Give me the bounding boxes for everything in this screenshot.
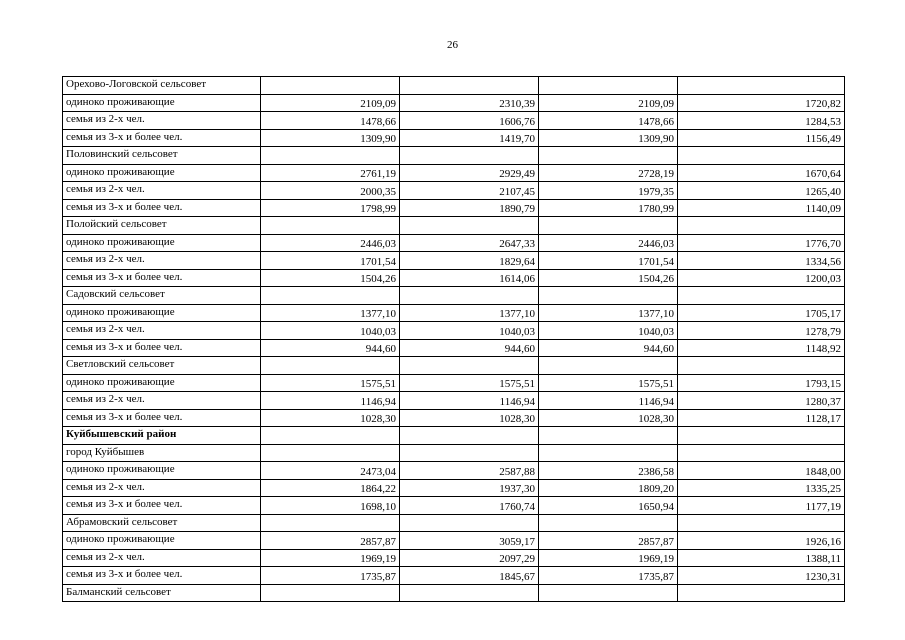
table-row <box>63 514 845 532</box>
row-label: одиноко проживающие <box>63 462 261 480</box>
row-label: семья из 3-х и более чел. <box>63 199 261 217</box>
row-label: одиноко проживающие <box>63 234 261 252</box>
value-cell: 2000,35 <box>261 182 400 200</box>
table-row <box>63 374 845 392</box>
row-label: Полойский сельсовет <box>63 217 261 235</box>
table-row <box>63 584 845 602</box>
row-label: семья из 3-х и более чел. <box>63 339 261 357</box>
value-cell: 1040,03 <box>400 322 539 340</box>
row-label: семья из 2-х чел. <box>63 479 261 497</box>
value-cell: 1040,03 <box>539 322 678 340</box>
row-label: семья из 2-х чел. <box>63 112 261 130</box>
table-row <box>63 217 845 235</box>
value-cell <box>539 147 678 165</box>
value-cell <box>261 427 400 445</box>
value-cell: 1735,87 <box>539 567 678 585</box>
value-cell <box>678 444 845 462</box>
table-row <box>63 252 845 270</box>
value-cell: 2109,09 <box>539 94 678 112</box>
row-label: одиноко проживающие <box>63 304 261 322</box>
value-cell: 1146,94 <box>261 392 400 410</box>
table-row <box>63 444 845 462</box>
value-cell: 1926,16 <box>678 532 845 550</box>
table-row <box>63 304 845 322</box>
row-label: семья из 3-х и более чел. <box>63 497 261 515</box>
table-row <box>63 497 845 515</box>
value-cell: 2728,19 <box>539 164 678 182</box>
tariff-table <box>62 76 845 602</box>
row-label: Абрамовский сельсовет <box>63 514 261 532</box>
value-cell <box>261 444 400 462</box>
value-cell <box>539 77 678 95</box>
value-cell: 1278,79 <box>678 322 845 340</box>
table-row <box>63 532 845 550</box>
value-cell: 1040,03 <box>261 322 400 340</box>
row-label: семья из 3-х и более чел. <box>63 567 261 585</box>
value-cell <box>400 77 539 95</box>
table-row <box>63 199 845 217</box>
value-cell: 2446,03 <box>261 234 400 252</box>
value-cell: 1200,03 <box>678 269 845 287</box>
value-cell <box>678 287 845 305</box>
value-cell <box>261 287 400 305</box>
table-row <box>63 322 845 340</box>
value-cell <box>539 427 678 445</box>
value-cell: 944,60 <box>261 339 400 357</box>
value-cell: 1028,30 <box>261 409 400 427</box>
row-label: семья из 3-х и более чел. <box>63 129 261 147</box>
value-cell: 2109,09 <box>261 94 400 112</box>
value-cell: 2857,87 <box>261 532 400 550</box>
value-cell: 1698,10 <box>261 497 400 515</box>
value-cell <box>261 147 400 165</box>
value-cell: 1334,56 <box>678 252 845 270</box>
value-cell: 1335,25 <box>678 479 845 497</box>
value-cell: 2761,19 <box>261 164 400 182</box>
value-cell: 1848,00 <box>678 462 845 480</box>
value-cell: 1606,76 <box>400 112 539 130</box>
value-cell: 1309,90 <box>261 129 400 147</box>
value-cell: 1140,09 <box>678 199 845 217</box>
value-cell: 1377,10 <box>400 304 539 322</box>
value-cell: 1504,26 <box>539 269 678 287</box>
table-row <box>63 94 845 112</box>
value-cell: 2857,87 <box>539 532 678 550</box>
value-cell <box>400 514 539 532</box>
value-cell: 2446,03 <box>539 234 678 252</box>
value-cell: 1128,17 <box>678 409 845 427</box>
row-label: семья из 3-х и более чел. <box>63 269 261 287</box>
value-cell: 1845,67 <box>400 567 539 585</box>
value-cell: 1701,54 <box>261 252 400 270</box>
value-cell: 1760,74 <box>400 497 539 515</box>
value-cell: 1478,66 <box>539 112 678 130</box>
value-cell <box>400 444 539 462</box>
value-cell <box>539 514 678 532</box>
table-row <box>63 462 845 480</box>
value-cell: 1969,19 <box>261 549 400 567</box>
table-row <box>63 409 845 427</box>
value-cell: 1388,11 <box>678 549 845 567</box>
value-cell: 944,60 <box>400 339 539 357</box>
value-cell <box>261 514 400 532</box>
value-cell <box>539 217 678 235</box>
value-cell <box>400 287 539 305</box>
value-cell <box>539 357 678 375</box>
table-row <box>63 287 845 305</box>
value-cell: 1377,10 <box>539 304 678 322</box>
value-cell: 2107,45 <box>400 182 539 200</box>
value-cell: 2310,39 <box>400 94 539 112</box>
value-cell: 1478,66 <box>261 112 400 130</box>
table-row <box>63 269 845 287</box>
row-label: Куйбышевский район <box>63 427 261 445</box>
table-row <box>63 164 845 182</box>
value-cell: 1230,31 <box>678 567 845 585</box>
table-row <box>63 567 845 585</box>
value-cell: 1280,37 <box>678 392 845 410</box>
value-cell: 1650,94 <box>539 497 678 515</box>
value-cell: 1575,51 <box>400 374 539 392</box>
value-cell: 1614,06 <box>400 269 539 287</box>
value-cell <box>678 217 845 235</box>
table-row <box>63 339 845 357</box>
row-label: семья из 2-х чел. <box>63 252 261 270</box>
value-cell: 1148,92 <box>678 339 845 357</box>
value-cell: 1377,10 <box>261 304 400 322</box>
value-cell: 1937,30 <box>400 479 539 497</box>
value-cell: 1735,87 <box>261 567 400 585</box>
value-cell <box>678 427 845 445</box>
row-label: Светловский сельсовет <box>63 357 261 375</box>
value-cell <box>400 147 539 165</box>
value-cell <box>400 357 539 375</box>
row-label: семья из 2-х чел. <box>63 322 261 340</box>
value-cell <box>539 584 678 602</box>
value-cell: 1829,64 <box>400 252 539 270</box>
value-cell: 1309,90 <box>539 129 678 147</box>
value-cell <box>261 357 400 375</box>
table-row <box>63 549 845 567</box>
row-label: одиноко проживающие <box>63 532 261 550</box>
table-row <box>63 392 845 410</box>
value-cell: 944,60 <box>539 339 678 357</box>
row-label: одиноко проживающие <box>63 164 261 182</box>
value-cell: 1705,17 <box>678 304 845 322</box>
table-row <box>63 357 845 375</box>
value-cell: 1575,51 <box>261 374 400 392</box>
value-cell <box>539 287 678 305</box>
value-cell: 1670,64 <box>678 164 845 182</box>
table-row <box>63 234 845 252</box>
value-cell: 1028,30 <box>400 409 539 427</box>
table-row <box>63 479 845 497</box>
value-cell: 1146,94 <box>539 392 678 410</box>
value-cell <box>400 427 539 445</box>
value-cell: 1798,99 <box>261 199 400 217</box>
value-cell: 1793,15 <box>678 374 845 392</box>
value-cell: 2647,33 <box>400 234 539 252</box>
value-cell: 1701,54 <box>539 252 678 270</box>
value-cell: 1177,19 <box>678 497 845 515</box>
value-cell: 2587,88 <box>400 462 539 480</box>
value-cell <box>400 217 539 235</box>
row-label: семья из 2-х чел. <box>63 182 261 200</box>
row-label: одиноко проживающие <box>63 374 261 392</box>
row-label: семья из 2-х чел. <box>63 392 261 410</box>
value-cell: 1156,49 <box>678 129 845 147</box>
value-cell <box>261 77 400 95</box>
value-cell: 1028,30 <box>539 409 678 427</box>
table-row <box>63 427 845 445</box>
value-cell: 1419,70 <box>400 129 539 147</box>
table-row <box>63 182 845 200</box>
table-row <box>63 129 845 147</box>
value-cell: 1504,26 <box>261 269 400 287</box>
row-label: Половинский сельсовет <box>63 147 261 165</box>
value-cell: 1575,51 <box>539 374 678 392</box>
value-cell <box>678 147 845 165</box>
value-cell: 1979,35 <box>539 182 678 200</box>
value-cell: 2097,29 <box>400 549 539 567</box>
row-label: Садовский сельсовет <box>63 287 261 305</box>
row-label: Балманский сельсовет <box>63 584 261 602</box>
value-cell <box>261 584 400 602</box>
value-cell: 2929,49 <box>400 164 539 182</box>
value-cell <box>678 514 845 532</box>
table-body <box>63 77 845 602</box>
value-cell <box>261 217 400 235</box>
value-cell: 2473,04 <box>261 462 400 480</box>
value-cell: 1146,94 <box>400 392 539 410</box>
value-cell: 1809,20 <box>539 479 678 497</box>
row-label: семья из 2-х чел. <box>63 549 261 567</box>
value-cell <box>400 584 539 602</box>
value-cell: 1265,40 <box>678 182 845 200</box>
value-cell: 1864,22 <box>261 479 400 497</box>
value-cell: 1890,79 <box>400 199 539 217</box>
value-cell: 1284,53 <box>678 112 845 130</box>
value-cell <box>678 77 845 95</box>
row-label: город Куйбышев <box>63 444 261 462</box>
value-cell: 2386,58 <box>539 462 678 480</box>
value-cell: 1780,99 <box>539 199 678 217</box>
value-cell: 3059,17 <box>400 532 539 550</box>
row-label: Орехово-Логовской сельсовет <box>63 77 261 95</box>
table-row <box>63 147 845 165</box>
value-cell: 1776,70 <box>678 234 845 252</box>
table-row <box>63 112 845 130</box>
row-label: одиноко проживающие <box>63 94 261 112</box>
value-cell <box>539 444 678 462</box>
page-number: 26 <box>447 39 458 51</box>
value-cell: 1969,19 <box>539 549 678 567</box>
value-cell <box>678 357 845 375</box>
value-cell <box>678 584 845 602</box>
value-cell: 1720,82 <box>678 94 845 112</box>
table-row <box>63 77 845 95</box>
row-label: семья из 3-х и более чел. <box>63 409 261 427</box>
